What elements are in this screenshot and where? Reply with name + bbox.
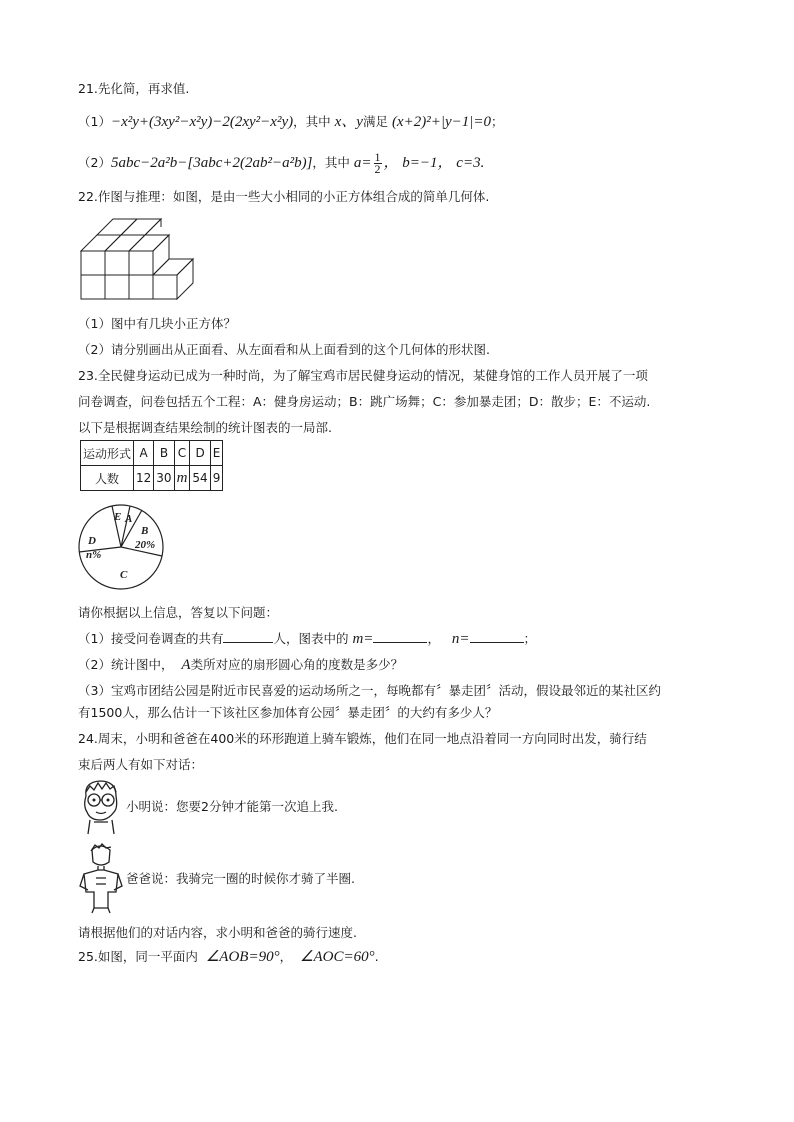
table-cell: 30 [154, 466, 174, 491]
table-cell: 运动形式 [81, 441, 134, 466]
table-cell: 54 [190, 466, 210, 491]
cube-figure [80, 218, 205, 300]
q21-p2-label: （2） [78, 155, 111, 170]
q23-sub2 [78, 656, 403, 674]
q23-s1-n: n= [451, 631, 470, 647]
q25-angle-aob: ∠AOB=90° [205, 949, 280, 965]
q23-s2-b: 类所对应的扇形圆心角的度数是多少？ [190, 657, 404, 672]
q21-part1 [78, 113, 504, 131]
q23-s1-a: （1）接受问卷调查的共有 [78, 631, 224, 646]
q25-end: . [374, 949, 379, 964]
table-cell: C [174, 441, 190, 466]
q21-p2-fraction [374, 152, 382, 175]
q23-s1-m: m= [352, 631, 374, 647]
table-row [81, 466, 223, 491]
q23-s1-c: ， [427, 631, 440, 646]
q21-part2 [78, 152, 484, 175]
q23-line3: 以下是根据调查结果绘制的统计图表的一局部. [78, 420, 332, 435]
pie-label-d: D [88, 535, 96, 547]
q23-sub1 [78, 630, 536, 648]
pie-chart [76, 502, 166, 592]
table-cell: E [210, 441, 223, 466]
q23-line1: 23.全民健身运动已成为一种时尚，为了解宝鸡市居民健身运动的情况，某健身馆的工作人员开展了一项 [78, 368, 648, 383]
pie-label-d-percent: n% [86, 549, 102, 561]
q25-angle-aoc: ∠AOC=60° [300, 949, 375, 965]
xiaoming-speech: 小明说：您要2分钟才能第一次追上我. [126, 799, 338, 814]
table-cell: D [190, 441, 210, 466]
q25-intro: 25.如图，同一平面内 [78, 949, 198, 964]
fraction-numerator: 1 [374, 150, 381, 164]
pie-label-c: C [120, 569, 128, 581]
q21-p1-vars: x、y [334, 114, 363, 130]
pie-label-e: E [114, 511, 122, 523]
table-cell: A [134, 441, 154, 466]
q21-title: 21.先化简，再求值. [78, 81, 190, 96]
q21-p1-cond-word: 满足 [362, 114, 388, 129]
answer-blank[interactable] [470, 630, 524, 643]
q21-p1-end: ； [490, 114, 504, 129]
pie-label-b-percent: 20% [135, 539, 156, 551]
pie-label-a: A [125, 513, 133, 525]
q21-p1-condition: (x+2)²+|y−1|=0 [391, 114, 491, 130]
q23-s2-var: A [181, 657, 191, 673]
q21-p1-mid: ，其中 [293, 114, 331, 129]
q24-ask: 请根据他们的对话内容，求小明和爸爸的骑行速度. [78, 925, 357, 940]
q22-part1: （1）图中有几块小正方体？ [78, 316, 236, 331]
q23-line2: 问卷调查，问卷包括五个工程：A：健身房运动；B：跳广场舞；C：参加暴走团；D：散步；E：不运动. [78, 394, 651, 409]
q23-s1-b: 人，图表中的 [273, 631, 349, 646]
q22-title: 22.作图与推理：如图，是由一些大小相同的小正方体组合成的简单几何体. [78, 189, 490, 204]
father-illustration [78, 842, 124, 914]
q21-p2-a: a= [353, 155, 372, 171]
q22-part2: （2）请分别画出从正面看、从左面看和从上面看到的这个几何体的形状图. [78, 342, 490, 357]
q23-ask: 请你根据以上信息，答复以下问题： [78, 605, 279, 620]
q25-sep: ， [279, 949, 293, 964]
table-cell: 9 [210, 466, 223, 491]
q23-s2-a: （2）统计图中， [78, 657, 174, 672]
father-speech: 爸爸说：我骑完一圈的时候你才骑了半圈. [126, 871, 355, 886]
pie-label-b: B [141, 525, 149, 537]
table-cell: 12 [134, 466, 154, 491]
answer-blank[interactable] [373, 630, 427, 643]
answer-blank[interactable] [223, 630, 273, 643]
q21-p2-mid: ，其中 [312, 155, 350, 170]
q24-line1: 24.周末，小明和爸爸在400米的环形跑道上骑车锻炼，他们在同一地点沿着同一方向同时出发，骑行结 [78, 731, 647, 746]
q21-p2-expression: 5abc−2a²b−[3abc+2(2ab²−a²b)] [110, 155, 313, 171]
q21-p1-label: （1） [78, 114, 111, 129]
q21-p2-rest: ， b=−1， c=3. [383, 155, 485, 171]
q25-title [78, 948, 379, 966]
q23-sub3-line1: （3）宝鸡市团结公园是附近市民喜爱的运动场所之一，每晚都有〞暴走团〞活动，假设最邻近的某社区约 [78, 683, 661, 698]
q24-line2: 束后两人有如下对话： [78, 757, 204, 772]
q23-sub3-line2: 有1500人，那么估计一下该社区参加体育公园〞暴走团〞的大约有多少人？ [78, 705, 498, 720]
table-cell: 人数 [81, 466, 134, 491]
table-cell: B [154, 441, 174, 466]
boy-illustration [78, 778, 124, 836]
fraction-denominator: 2 [374, 162, 381, 176]
table-row [81, 441, 223, 466]
q21-p1-expression: −x²y+(3xy²−x²y)−2(2xy²−x²y) [110, 114, 294, 130]
table-cell: m [174, 466, 190, 491]
q23-s1-d: ； [523, 631, 537, 646]
survey-table [80, 440, 223, 491]
